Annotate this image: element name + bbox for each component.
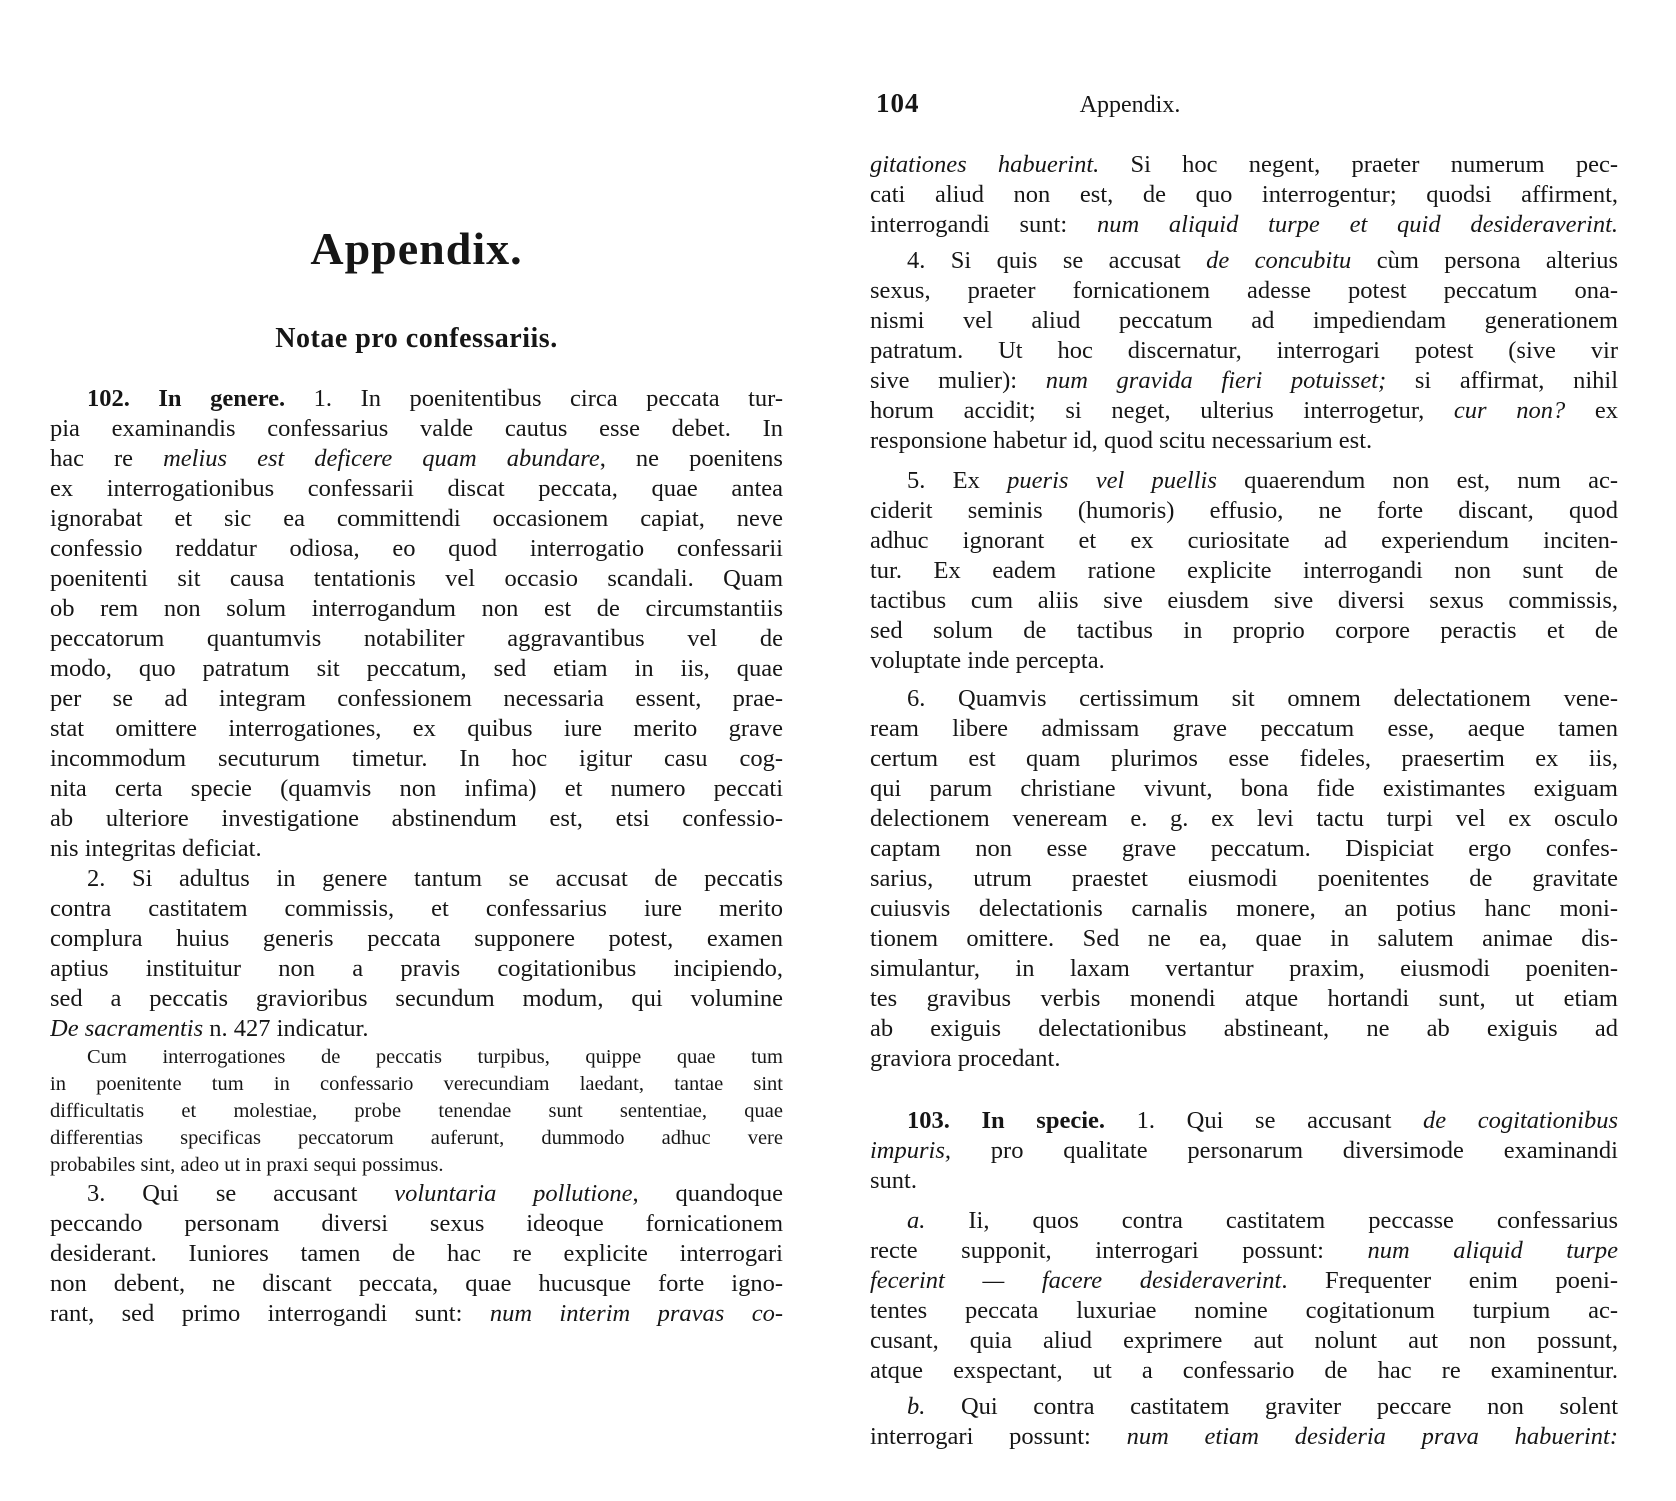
section-subtitle: Notae pro confessariis.: [275, 323, 558, 354]
body-text: tionem omittere. Sed ne ea, quae in salutem animae dis-: [870, 925, 1618, 952]
text-line: [50, 1014, 783, 1044]
text-line: [50, 714, 783, 744]
body-text: simulantur, in laxam vertantur praxim, eiusmodi poeniten-: [870, 955, 1618, 982]
text-line: [870, 150, 1618, 180]
body-text: nita certa specie (quamvis non infima) et numero peccati: [50, 775, 783, 802]
body-text: qui parum christiane vivunt, bona fide existimantes exiguam: [870, 775, 1618, 802]
paragraph-block: [50, 1179, 783, 1329]
body-text: recte supponit, interrogari possunt:: [870, 1237, 1368, 1264]
body-text: certum est quam plurimos esse fideles, praesertim ex iis,: [870, 745, 1618, 772]
text-line: [870, 306, 1618, 336]
body-text: sunt.: [870, 1167, 917, 1194]
body-text: cusant, quia aliud exprimere aut nolunt aut non possunt,: [870, 1327, 1618, 1354]
bold-text: 102. In genere.: [87, 385, 286, 412]
body-text: incommodum secuturum timetur. In hoc igitur casu cog-: [50, 745, 783, 772]
body-text: rant, sed primo interrogandi sunt:: [50, 1300, 490, 1327]
text-line: [870, 894, 1618, 924]
text-line: [50, 444, 783, 474]
body-text: 5. Ex: [907, 467, 1008, 494]
text-line: [50, 834, 783, 864]
text-line: [870, 496, 1618, 526]
body-text: contra castitatem commissis, et confessarius iure merito: [50, 895, 783, 922]
body-text: 1. In poenitentibus circa peccata tur-: [285, 385, 783, 412]
italic-text: fecerint — facere desideraverint: [870, 1267, 1282, 1294]
body-text: sed a peccatis gravioribus secundum modum, qui volumine: [50, 985, 783, 1012]
text-line: [870, 556, 1618, 586]
italic-text: melius est deficere quam abundare: [163, 445, 600, 472]
text-line: [870, 336, 1618, 366]
text-line: [870, 586, 1618, 616]
text-line: [870, 210, 1618, 240]
text-line: [50, 534, 783, 564]
text-line: [870, 1044, 1618, 1074]
italic-text: num interim pravas co-: [489, 1300, 783, 1327]
body-text: pro qualitate personarum diversimode examinandi: [951, 1137, 1618, 1164]
text-line: [870, 1422, 1618, 1452]
bold-text: 103. In specie.: [907, 1107, 1106, 1134]
body-text: interrogari possunt:: [870, 1423, 1127, 1450]
paragraph-block: [870, 684, 1618, 1074]
italic-text: b.: [907, 1393, 926, 1420]
body-text: pia examinandis confessarius valde cautus esse debet. In: [50, 415, 783, 442]
body-text: atque exspectant, ut a confessario de hac re examinentur.: [870, 1357, 1618, 1384]
text-line: [50, 1239, 783, 1269]
paragraph-block: [870, 1206, 1618, 1386]
body-text: 3. Qui se accusant: [87, 1180, 395, 1207]
body-text: tur. Ex eadem ratione explicite interrogandi non sunt de: [870, 557, 1618, 584]
body-text: ab exiguis delectationibus abstineant, ne ab exiguis ad: [870, 1015, 1618, 1042]
body-text: 1. Qui se accusant: [1105, 1107, 1424, 1134]
text-line: [870, 1392, 1618, 1422]
text-line: [870, 1014, 1618, 1044]
text-line: [50, 1299, 783, 1329]
body-text: interrogandi sunt:: [870, 211, 1097, 238]
text-line: [870, 396, 1618, 426]
body-text: delectionem veneream e. g. ex levi tactu turpi vel ex osculo: [870, 805, 1618, 832]
text-line: [50, 1071, 783, 1098]
body-text: nis integritas deficiat.: [50, 835, 262, 862]
text-line: [50, 504, 783, 534]
body-text: stat omittere interrogationes, ex quibus iure merito grave: [50, 715, 783, 742]
body-text: adhuc ignorant et ex curiositate ad experiendum inciten-: [870, 527, 1618, 554]
text-line: [50, 564, 783, 594]
text-line: [870, 744, 1618, 774]
body-text: 4. Si quis se accusat: [907, 247, 1207, 274]
text-line: [50, 1152, 783, 1179]
body-text: Cum interrogationes de peccatis turpibus, quippe quae tum: [87, 1046, 783, 1068]
text-line: [870, 1296, 1618, 1326]
left-text-column: [50, 384, 783, 1329]
text-line: [870, 1166, 1618, 1196]
text-line: [870, 366, 1618, 396]
text-line: [50, 384, 783, 414]
body-text: peccando personam diversi sexus ideoque fornicationem: [50, 1210, 783, 1237]
body-text: differentias specificas peccatorum auferunt, dummodo adhuc vere: [50, 1127, 783, 1149]
body-text: poenitenti sit causa tentationis vel occasio scandali. Quam: [50, 565, 783, 592]
text-line: [50, 1179, 783, 1209]
text-line: [50, 1044, 783, 1071]
body-text: n. 427 indicatur.: [203, 1015, 369, 1042]
text-line: [870, 864, 1618, 894]
body-text: voluptate inde percepta.: [870, 647, 1105, 674]
body-text: desiderant. Iuniores tamen de hac re explicite interrogari: [50, 1240, 783, 1267]
italic-text: De sacramentis: [50, 1015, 204, 1042]
text-line: [50, 1125, 783, 1152]
text-line: [870, 1266, 1618, 1296]
paragraph-block: [870, 466, 1618, 676]
text-line: [870, 1356, 1618, 1386]
text-line: [50, 744, 783, 774]
italic-text: num aliquid turpe et quid desideraverint.: [1096, 211, 1618, 238]
body-text: ciderit seminis (humoris) effusio, ne forte discant, quod: [870, 497, 1618, 524]
text-line: [870, 246, 1618, 276]
body-text: ex interrogationibus confessarii discat peccata, quae antea: [50, 475, 783, 502]
italic-text: a.: [907, 1207, 926, 1234]
text-line: [50, 654, 783, 684]
italic-text: impuris,: [870, 1137, 952, 1164]
body-text: , ne poenitens: [599, 445, 783, 472]
text-line: [870, 646, 1618, 676]
body-text: nismi vel aliud peccatum ad impediendam generationem: [870, 307, 1618, 334]
paragraph-block: [870, 150, 1618, 240]
paragraph-block: [870, 1392, 1618, 1452]
body-text: sarius, utrum praestet eiusmodi poenitentes de gravitate: [870, 865, 1618, 892]
text-line: [870, 1106, 1618, 1136]
body-text: 6. Quamvis certissimum sit omnem delectationem vene-: [907, 685, 1618, 712]
text-line: [870, 804, 1618, 834]
text-line: [870, 924, 1618, 954]
text-line: [870, 180, 1618, 210]
text-line: [50, 984, 783, 1014]
page-left: [50, 0, 783, 1501]
body-text: ab ulteriore investigatione abstinendum est, etsi confessio-: [50, 805, 783, 832]
text-line: [50, 924, 783, 954]
text-line: [870, 1236, 1618, 1266]
body-text: , quandoque: [632, 1180, 783, 1207]
body-text: responsione habetur id, quod scitu necessarium est.: [870, 427, 1373, 454]
text-line: [50, 1209, 783, 1239]
body-text: Si hoc negent, praeter numerum pec-: [1099, 151, 1618, 178]
body-text: sed solum de tactibus in proprio corpore peractis et de: [870, 617, 1618, 644]
right-text-column: [870, 150, 1618, 1452]
text-line: [870, 774, 1618, 804]
body-text: sive mulier):: [870, 367, 1046, 394]
text-line: [870, 526, 1618, 556]
italic-text: num gravida fieri potuisset;: [1045, 367, 1387, 394]
body-text: horum accidit; si neget, ulterius interrogetur,: [870, 397, 1454, 424]
body-text: modo, quo patratum sit peccatum, sed etiam in iis, quae: [50, 655, 783, 682]
paragraph-block: [50, 384, 783, 1044]
body-text: cuiusvis delectationis carnalis monere, an potius hanc moni-: [870, 895, 1618, 922]
body-text: graviora procedant.: [870, 1045, 1061, 1072]
body-text: peccatorum quantumvis notabiliter aggravantibus vel de: [50, 625, 783, 652]
body-text: per se ad integram confessionem necessaria essent, prae-: [50, 685, 783, 712]
text-line: [50, 864, 783, 894]
text-line: [50, 954, 783, 984]
text-line: [50, 474, 783, 504]
paragraph-block: [870, 246, 1618, 456]
text-line: [50, 624, 783, 654]
text-line: [870, 834, 1618, 864]
body-text: captam non esse grave peccatum. Dispiciat ergo confes-: [870, 835, 1618, 862]
body-text: complura huius generis peccata supponere potest, examen: [50, 925, 783, 952]
text-line: [50, 774, 783, 804]
body-text: 2. Si adultus in genere tantum se accusat de peccatis: [87, 865, 783, 892]
paragraph-block: [50, 1044, 783, 1179]
text-line: [870, 954, 1618, 984]
text-line: [50, 1269, 783, 1299]
body-text: cati aliud non est, de quo interrogentur; quodsi affirment,: [870, 181, 1618, 208]
page-number: 104: [876, 88, 920, 118]
body-text: tentes peccata luxuriae nomine cogitationum turpium ac-: [870, 1297, 1618, 1324]
page-right: [870, 0, 1618, 1501]
body-text: cùm persona alterius: [1351, 247, 1618, 274]
body-text: Qui contra castitatem graviter peccare non solent: [925, 1393, 1618, 1420]
text-line: [870, 1326, 1618, 1356]
text-line: [870, 984, 1618, 1014]
body-text: hac re: [50, 445, 164, 472]
running-header: Appendix.: [1079, 92, 1181, 118]
text-line: [870, 276, 1618, 306]
body-text: patratum. Ut hoc discernatur, interrogari potest (sive vir: [870, 337, 1618, 364]
body-text: probabiles sint, adeo ut in praxi sequi possimus.: [50, 1154, 444, 1176]
text-line: [870, 714, 1618, 744]
text-line: [870, 1136, 1618, 1166]
body-text: non debent, ne discant peccata, quae hucusque forte igno-: [50, 1270, 783, 1297]
body-text: tes gravibus verbis monendi atque hortandi sunt, ut etiam: [870, 985, 1618, 1012]
body-text: tactibus cum aliis sive eiusdem sive diversi sexus commissis,: [870, 587, 1618, 614]
italic-text: pueris vel puellis: [1007, 467, 1217, 494]
body-text: ex: [1565, 397, 1618, 424]
body-text: aptius instituitur non a pravis cogitationibus incipiendo,: [50, 955, 783, 982]
body-text: sexus, praeter fornicationem adesse potest peccatum ona-: [870, 277, 1618, 304]
text-line: [870, 466, 1618, 496]
italic-text: de concubitu: [1206, 247, 1352, 274]
running-header-row: [870, 88, 1618, 124]
text-line: [50, 684, 783, 714]
body-text: . Frequenter enim poeni-: [1281, 1267, 1618, 1294]
body-text: Ii, quos contra castitatem peccasse confessarius: [925, 1207, 1618, 1234]
body-text: ream libere admissam grave peccatum esse, aeque tamen: [870, 715, 1618, 742]
italic-text: num aliquid turpe: [1367, 1237, 1618, 1264]
text-line: [50, 1098, 783, 1125]
text-line: [870, 616, 1618, 646]
body-text: ignorabat et sic ea committendi occasionem capiat, neve: [50, 505, 783, 532]
text-line: [870, 426, 1618, 456]
italic-text: voluntaria pollutione: [394, 1180, 633, 1207]
italic-text: de cogitationibus: [1423, 1107, 1618, 1134]
text-line: [50, 594, 783, 624]
text-line: [50, 414, 783, 444]
body-text: confessio reddatur odiosa, eo quod interrogatio confessarii: [50, 535, 783, 562]
body-text: in poenitente tum in confessario verecundiam laedant, tantae sint: [50, 1073, 783, 1095]
italic-text: gitationes habuerint.: [870, 151, 1100, 178]
body-text: si affirmat, nihil: [1386, 367, 1618, 394]
body-text: quaerendum non est, num ac-: [1216, 467, 1618, 494]
text-line: [870, 1206, 1618, 1236]
body-text: ob rem non solum interrogandum non est de circumstantiis: [50, 595, 783, 622]
text-line: [870, 684, 1618, 714]
italic-text: num etiam desideria prava habuerint:: [1126, 1423, 1618, 1450]
text-line: [50, 804, 783, 834]
paragraph-block: [870, 1106, 1618, 1196]
text-line: [50, 894, 783, 924]
italic-text: cur non?: [1453, 397, 1566, 424]
appendix-title: Appendix.: [310, 223, 523, 274]
body-text: difficultatis et molestiae, probe tenendae sunt sententiae, quae: [50, 1100, 783, 1122]
